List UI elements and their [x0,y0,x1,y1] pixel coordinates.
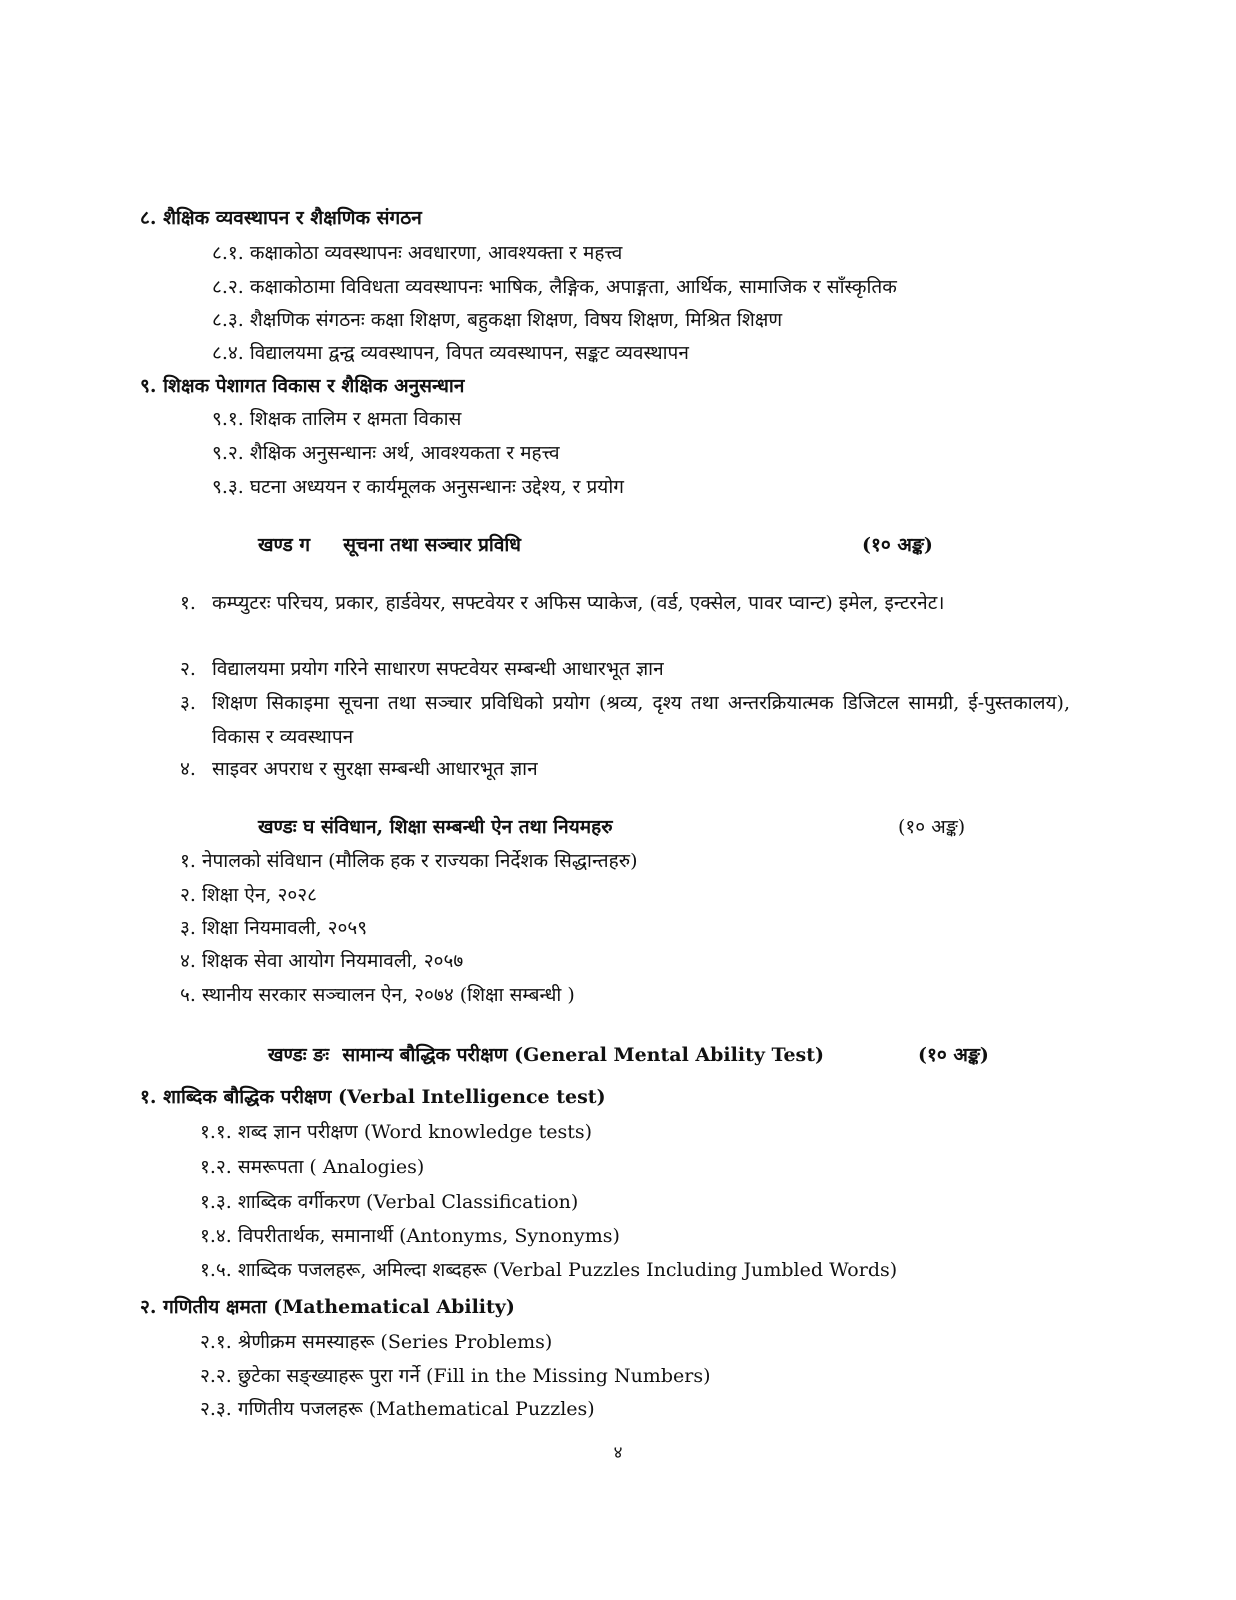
math-heading: २. गणितीय क्षमता (Mathematical Ability) [140,1296,515,1318]
verbal-item: १.१. शब्द ज्ञान परीक्षण (Word knowledge tests) [200,1121,593,1143]
verbal-heading: १. शाब्दिक बौद्धिक परीक्षण (Verbal Intelligence test) [140,1086,606,1108]
khanda-ga-item-text: साइवर अपराध र सुरक्षा सम्बन्धी आधारभूत ज्ञान [212,758,538,780]
khanda-nga-marks: (१० अङ्क) [918,1044,989,1066]
section-8-item: ८.३. शैक्षणिक संगठनः कक्षा शिक्षण, बहुकक्षा शिक्षण, विषय शिक्षण, मिश्रित शिक्षण [212,309,783,331]
section-9-item: ९.३. घटना अध्ययन र कार्यमूलक अनुसन्धानः उद्देश्य, र प्रयोग [212,476,624,498]
khanda-nga-title: खण्डः ङः सामान्य बौद्धिक परीक्षण (General Mental Ability Test) [268,1044,825,1066]
khanda-ga-item-text: शिक्षण सिकाइमा सूचना तथा सञ्चार प्रविधिको प्रयोग (श्रव्य, दृश्य तथा अन्तरक्रियात्मक डिजिटल सामग्री, ई-पुस्तकालय), विकास र व्यवस्थापन [212,692,1070,748]
khanda-ga-title: खण्ड ग सूचना तथा सञ्चार प्रविधि [258,534,521,556]
page-number: ४ [613,1443,623,1463]
khanda-gha-title: खण्डः घ संविधान, शिक्षा सम्बन्धी ऐन तथा नियमहरु [258,816,613,838]
verbal-item: १.३. शाब्दिक वर्गीकरण (Verbal Classification) [200,1191,579,1213]
khanda-gha-item: ५. स्थानीय सरकार सञ्चालन ऐन, २०७४ (शिक्षा सम्बन्धी ) [180,984,575,1006]
math-item: २.१. श्रेणीक्रम समस्याहरू (Series Problems) [200,1331,553,1353]
math-item: २.२. छुटेका सङ्ख्याहरू पुरा गर्ने (Fill in the Missing Numbers) [200,1365,711,1387]
verbal-item: १.४. विपरीतार्थक, समानार्थी (Antonyms, Synonyms) [200,1225,620,1247]
khanda-ga-item-num: १. [180,592,196,614]
section-8-item: ८.१. कक्षाकोठा व्यवस्थापनः अवधारणा, आवश्यक्ता र महत्त्व [212,242,623,264]
khanda-ga-item-text: विद्यालयमा प्रयोग गरिने साधारण सफ्टवेयर सम्बन्धी आधारभूत ज्ञान [212,658,664,680]
section-8-heading: ८. शैक्षिक व्यवस्थापन र शैक्षणिक संगठन [140,207,422,229]
khanda-gha-marks: (१० अङ्क) [898,816,966,838]
khanda-ga-item-num: ४. [180,758,196,780]
math-item: २.३. गणितीय पजलहरू (Mathematical Puzzles) [200,1398,595,1420]
verbal-item: १.२. समरूपता ( Analogies) [200,1156,425,1178]
section-9-item: ९.२. शैक्षिक अनुसन्धानः अर्थ, आवश्यकता र महत्त्व [212,442,560,464]
khanda-gha-item: १. नेपालको संविधान (मौलिक हक र राज्यका निर्देशक सिद्धान्तहरु) [180,850,638,872]
khanda-ga-item-num: ३. [180,692,196,714]
khanda-gha-item: २. शिक्षा ऐन, २०२८ [180,884,318,906]
khanda-gha-item: ३. शिक्षा नियमावली, २०५९ [180,917,368,939]
khanda-ga-marks: (१० अङ्क) [862,534,933,556]
section-9-heading: ९. शिक्षक पेशागत विकास र शैक्षिक अनुसन्धान [140,375,465,397]
section-8-item: ८.२. कक्षाकोठामा विविधता व्यवस्थापनः भाषिक, लैङ्गिक, अपाङ्गता, आर्थिक, सामाजिक र साँस्कृतिक [212,276,897,298]
verbal-item: १.५. शाब्दिक पजलहरू, अमिल्दा शब्दहरू (Verbal Puzzles Including Jumbled Words) [200,1259,898,1281]
section-9-item: ९.१. शिक्षक तालिम र क्षमता विकास [212,408,462,430]
khanda-ga-item-num: २. [180,658,196,680]
khanda-gha-item: ४. शिक्षक सेवा आयोग नियमावली, २०५७ [180,950,464,972]
section-8-item: ८.४. विद्यालयमा द्वन्द्व व्यवस्थापन, विपत व्यवस्थापन, सङ्कट व्यवस्थापन [212,342,689,364]
khanda-ga-item-text: कम्प्युटरः परिचय, प्रकार, हार्डवेयर, सफ्टवेयर र अफिस प्याकेज, (वर्ड, एक्सेल, पावर प्वान्ट) इमेल, इन्टरनेट। [212,592,945,614]
